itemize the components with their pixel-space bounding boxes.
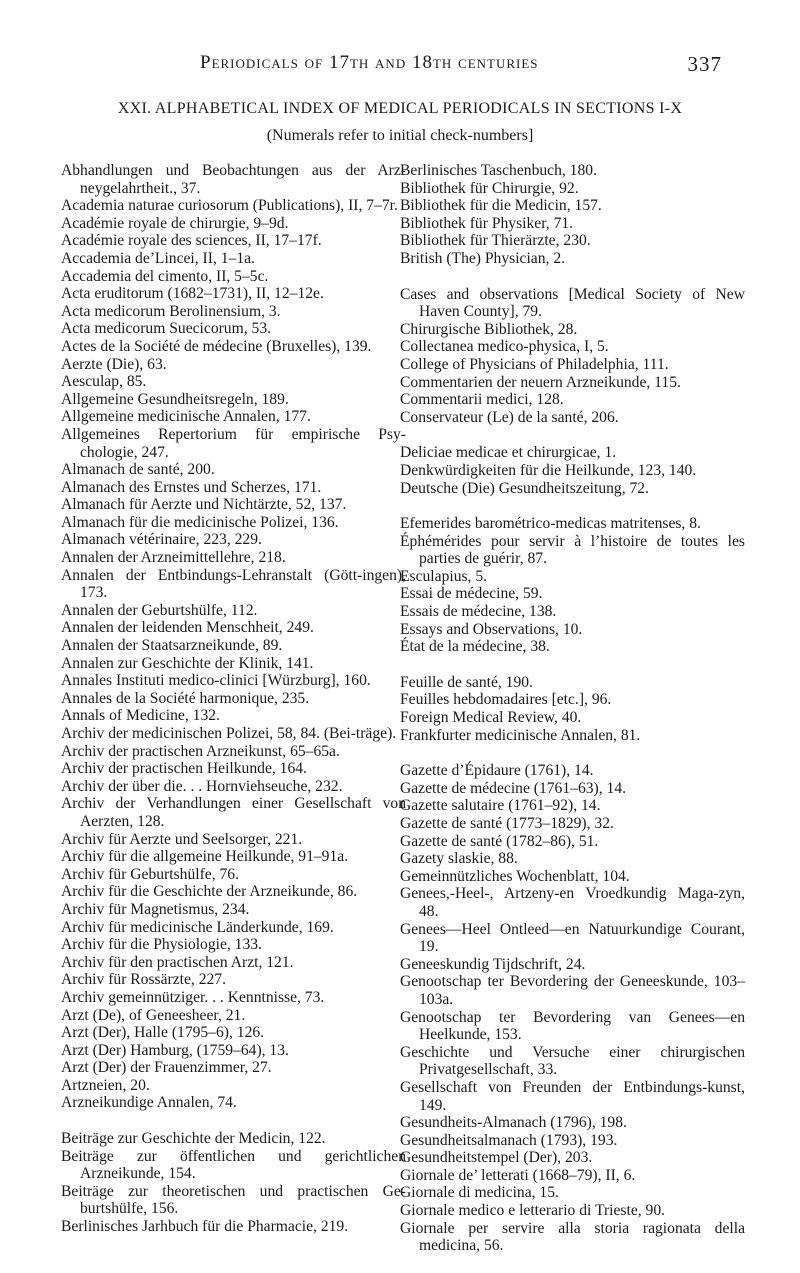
index-entry: Arzt (Der) Hamburg, (1759–64), 13. [61,1041,289,1059]
index-entry: Foreign Medical Review, 40. [400,709,582,727]
index-entry: Acta eruditorum (1682–1731), II, 12–12e. [61,285,324,303]
index-entry: College of Physicians of Philadelphia, 111. [400,355,669,373]
index-entry: Commentarien der neuern Arzneikunde, 115. [400,373,681,391]
index-entry: Deutsche (Die) Gesundheitszeitung, 72. [400,479,649,497]
index-entry: Éphémérides pour servir à l’histoire de toutes les parties de guérir, 87. [400,532,745,568]
index-letter-group [400,444,745,497]
index-entry: Arzt (De), of Geneesheer, 21. [61,1006,246,1024]
index-entry: Annals of Medicine, 132. [61,707,220,725]
index-entry: Archiv der practischen Arzneikunst, 65–65a. [61,742,340,760]
index-entry: Annales de la Société harmonique, 235. [61,689,310,707]
index-entry: Accademia de’Lincei, II, 1–1a. [61,249,255,267]
index-entry: Aesculap, 85. [61,373,147,391]
index-entry: Almanach de santé, 200. [61,461,215,479]
index-entry: British (The) Physician, 2. [400,249,566,267]
index-letter-group [400,162,745,268]
index-entry: Efemerides barométrico-medicas matritenses, 8. [400,515,701,533]
index-entry: Almanach des Ernstes und Scherzes, 171. [61,478,322,496]
index-entry: Beiträge zur öffentlichen und gerichtlichen Arzneikunde, 154. [61,1147,406,1183]
index-entry: Gemeinnützliches Wochenblatt, 104. [400,867,630,885]
index-entry: Collectanea medico-physica, I, 5. [400,338,609,356]
index-entry: Archiv für den practischen Arzt, 121. [61,953,294,971]
index-entry: Gesundheitstempel (Der), 203. [400,1149,593,1167]
index-entry: État de la médecine, 38. [400,638,550,656]
index-entry: Commentarii medici, 128. [400,391,564,409]
page-number: 337 [687,52,722,76]
index-entry: Gazette d’Épidaure (1761), 14. [400,762,594,780]
index-entry: Essais de médecine, 138. [400,603,557,621]
index-entry: Bibliothek für Chirurgie, 92. [400,179,579,197]
index-entry: Almanach für Aerzte und Nichtärzte, 52, 137. [61,496,347,514]
index-entry: Cases and observations [Medical Society of New Haven County], 79. [400,285,745,321]
index-entry: Essays and Observations, 10. [400,620,583,638]
index-entry: Annalen der Arzneimittellehre, 218. [61,549,286,567]
index-letter-group [400,515,745,656]
index-entry: Esculapius, 5. [400,567,488,585]
index-entry: Archiv der über die. . . Hornviehseuche, 232. [61,777,343,795]
index-entry: Archiv für die Geschichte der Arzneikunde, 86. [61,883,358,901]
index-entry: Giornale de’ letterati (1668–79), II, 6. [400,1166,636,1184]
index-entry: Archiv für die Physiologie, 133. [61,936,262,954]
index-entry: Berlinisches Jarhbuch für die Pharmacie, 219. [61,1218,349,1236]
index-entry: Allgemeine medicinische Annalen, 177. [61,408,311,426]
index-entry: Academia naturae curiosorum (Publications), II, 7–7r. [61,197,398,215]
index-letter-group [61,162,406,1112]
index-entry: Archiv für die allgemeine Heilkunde, 91–91a. [61,848,349,866]
index-entry: Almanach vétérinaire, 223, 229. [61,531,262,549]
index-entry: Archiv gemeinnütziger. . . Kenntnisse, 73. [61,988,325,1006]
index-entry: Archiv für medicinische Länderkunde, 169. [61,918,334,936]
index-entry: Chirurgische Bibliothek, 28. [400,320,578,338]
index-entry: Archiv für Magnetismus, 234. [61,900,250,918]
index-entry: Geneeskundig Tijdschrift, 24. [400,955,586,973]
index-entry: Frankfurter medicinische Annalen, 81. [400,726,641,744]
index-entry: Geschichte und Versuche einer chirurgischen Privatgesellschaft, 33. [400,1043,745,1079]
index-entry: Accademia del cimento, II, 5–5c. [61,267,269,285]
index-entry: Bibliothek für Physiker, 71. [400,214,574,232]
index-entry: Arzt (Der) der Frauenzimmer, 27. [61,1059,272,1077]
index-entry: Acta medicorum Berolinensium, 3. [61,302,281,320]
index-entry: Genees—Heel Ontleed—en Natuurkundige Courant, 19. [400,920,745,956]
index-entry: Annalen der Geburtshülfe, 112. [61,601,258,619]
index-entry: Gazette de santé (1773–1829), 32. [400,815,614,832]
index-entry: Giornale per servire alla storia ragionata della medicina, 56. [400,1219,745,1255]
index-entry: Annalen der leidenden Menschheit, 249. [61,619,314,637]
index-letter-group [400,674,745,744]
index-entry: Archiv für Aerzte und Seelsorger, 221. [61,830,303,848]
index-entry: Allgemeines Repertorium für empirische Psy-chologie, 247. [61,425,406,461]
index-entry: Archiv der Verhandlungen einer Gesellschaft von Aerzten, 128. [61,795,406,830]
index-entry: Beiträge zur theoretischen und practischen Ge-burtshülfe, 156. [61,1182,406,1218]
index-entry: Arzneikundige Annalen, 74. [61,1094,237,1112]
index-entry: Feuille de santé, 190. [400,673,533,691]
index-entry: Acta medicorum Suecicorum, 53. [61,320,272,338]
index-entry: Archiv für Geburtshülfe, 76. [61,865,239,883]
index-entry: Genootschap ter Bevordering der Geneeskunde, 103–103a. [400,973,745,1008]
index-letter-group [400,286,745,427]
index-entry: Actes de la Société de médecine (Bruxelles), 139. [61,337,372,355]
index-letter-group [400,762,745,1255]
index-entry: Essai de médecine, 59. [400,585,543,603]
index-entry: Annalen der Staatsarzneikunde, 89. [61,637,283,655]
index-entry: Archiv für Rossärzte, 227. [61,971,226,989]
index-entry: Deliciae medicae et chirurgicae, 1. [400,444,617,462]
index-entry: Feuilles hebdomadaires [etc.], 96. [400,691,612,709]
index-entry: Conservateur (Le) de la santé, 206. [400,408,619,426]
index-entry: Gazette de médecine (1761–63), 14. [400,779,627,797]
index-entry: Académie royale des sciences, II, 17–17f. [61,232,322,250]
index-entry: Gazety slaskie, 88. [400,850,518,868]
running-head-title: Periodicals of 17th and 18th centuries [200,52,539,73]
index-entry: Gesundheitsalmanach (1793), 193. [400,1131,618,1149]
index-entry: Berlinisches Taschenbuch, 180. [400,162,597,179]
index-entry: Académie royale de chirurgie, 9–9d. [61,214,289,232]
index-entry: Gesellschaft von Freunden der Entbindungs-kunst, 149. [400,1078,745,1114]
index-letter-group [61,1130,406,1236]
index-entry: Annalen der Entbindungs-Lehranstalt (Gött-ingen), 173. [61,566,406,602]
index-entry: Annales Instituti medico-clinici [Würzburg], 160. [61,672,371,690]
index-entry: Gazette de santé (1782–86), 51. [400,832,599,850]
index-subheading: (Numerals refer to initial check-numbers] [266,127,534,144]
index-entry: Archiv der practischen Heilkunde, 164. [61,760,307,778]
index-entry: Bibliothek für die Medicin, 157. [400,197,602,215]
index-entry: Abhandlungen und Beobachtungen aus der Arz-neygelahrtheit., 37. [61,162,406,197]
left-column [61,162,406,1254]
index-entry: Bibliothek für Thierärzte, 230. [400,232,591,250]
index-entry: Arzt (Der), Halle (1795–6), 126. [61,1024,265,1042]
index-entry: Giornale medico e letterario di Trieste, 90. [400,1202,666,1220]
index-entry: Almanach für die medicinische Polizei, 136. [61,513,339,531]
index-entry: Giornale di medicina, 15. [400,1184,559,1202]
index-entry: Genootschap ter Bevordering van Genees—en Heelkunde, 153. [400,1008,745,1044]
index-entry: Allgemeine Gesundheitsregeln, 189. [61,390,289,408]
right-column [400,162,745,1273]
index-heading: XXI. ALPHABETICAL INDEX OF MEDICAL PERIODICALS IN SECTIONS I-X [117,100,683,117]
index-entry: Aerzte (Die), 63. [61,355,167,373]
index-entry: Beiträge zur Geschichte der Medicin, 122. [61,1130,326,1148]
index-entry: Annalen zur Geschichte der Klinik, 141. [61,654,314,672]
index-entry: Gesundheits-Almanach (1796), 198. [400,1114,627,1132]
index-entry: Artzneien, 20. [61,1076,150,1094]
index-entry: Gazette salutaire (1761–92), 14. [400,797,601,815]
index-entry: Archiv der medicinischen Polizei, 58, 84. (Bei-träge). [61,725,397,742]
index-entry: Genees,-Heel-, Artzeny-en Vroedkundig Maga-zyn, 48. [400,885,745,920]
index-entry: Denkwürdigkeiten für die Heilkunde, 123, 140. [400,461,697,479]
